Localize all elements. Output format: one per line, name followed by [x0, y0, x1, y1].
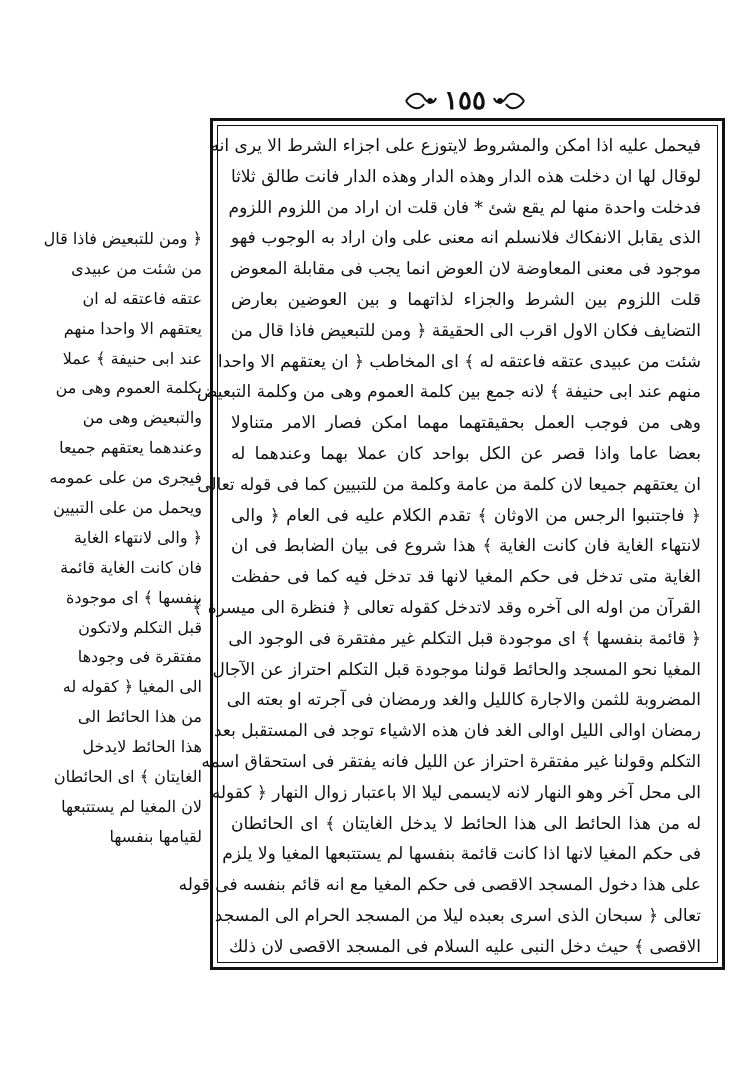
margin-text-line: وعندهما يعتقهم جميعا — [59, 438, 202, 458]
margin-text-line: عند ابى حنيفة ﴾ عملا — [62, 348, 202, 368]
main-text-line: فيحمل عليه اذا امكن والمشروط لايتوزع على اجزاء الشرط الا يرى انه — [210, 136, 701, 156]
left-ornament-icon — [404, 90, 438, 112]
margin-text-line: يعتقهم الا واحدا منهم — [63, 318, 202, 338]
main-text-line: ان يعتقهم جميعا لان كلمة من عامة وكلمة من للتبيين كما فى قوله تعالى — [197, 474, 701, 495]
margin-text-line: الغايتان ﴾ اى الحائطان — [53, 767, 202, 787]
main-text-line: بعضا عاما واذا قصر عن الكل بواحد كان عملا بهما وعندهما له — [231, 443, 701, 464]
margin-text-line: لقيامها بنفسها — [109, 826, 202, 846]
main-text-line: الاقصى ﴾ حيث دخل النبى عليه السلام فى المسجد الاقصى لان ذلك — [228, 936, 701, 957]
margin-text-line: فيجرى من على عمومه — [49, 468, 202, 488]
margin-text-line: مفتقرة فى وجودها — [77, 647, 202, 667]
margin-text-line: بنفسها ﴾ اى موجودة — [66, 587, 202, 607]
margin-text-line: من شئت من عبيدى — [71, 258, 202, 278]
main-text-line: التكلم وقولنا غير مفتقرة احتراز عن الليل فانه يفتقر فى استحقاق اسمه — [201, 751, 701, 772]
page-number-header — [390, 86, 540, 116]
main-text-line: الغاية متى تدخل فى حكم المغيا لانها قد تدخل فيه كما فى حفظت — [231, 567, 701, 588]
margin-commentary — [6, 224, 202, 852]
main-text-line: موجود فى معنى المعاوضة لان العوض انما يجب فى مقابلة المعوض — [230, 259, 701, 280]
margin-text-line: ﴿ ومن للتبعيض فاذا قال — [43, 229, 202, 248]
main-text-block — [178, 131, 701, 963]
main-text-line: فدخلت واحدة منها لم يقع شئ * فان قلت ان اراد من اللزوم اللزوم — [228, 197, 701, 218]
margin-text-line: لان المغيا لم يستتبعها — [61, 796, 202, 816]
margin-text-line: قبل التكلم ولاتكون — [78, 617, 202, 637]
main-text-line: فى حكم المغيا لانها اذا كانت قائمة بنفسها لم يستتبعها المغيا ولا يلزم — [222, 844, 701, 865]
main-text-line: شئت من عبيدى عتقه فاعتقه له ﴾ اى المخاطب ﴿ ان يعتقهم الا واحدا — [217, 351, 701, 372]
main-text-line: على هذا دخول المسجد الاقصى فى حكم المغيا مع انه قائم بنفسه فى قوله — [178, 875, 701, 896]
main-text-frame — [178, 118, 725, 970]
main-text-line: قلت اللزوم بين الشرط والجزاء لذاتهما و بين العوضين بعارض — [231, 289, 701, 310]
margin-text-line: عتقه فاعتقه له ان — [82, 288, 202, 308]
main-text-line: القرآن من اوله الى آخره وقد لاتدخل كقوله تعالى ﴿ فنظرة الى ميسرة ﴾ — [192, 597, 701, 618]
main-text-line: الذى يقابل الانفكاك فلانسلم انه معنى على وان اراد به الوجوب فهو — [231, 228, 701, 249]
margin-text-line: هذا الحائط لايدخل — [82, 737, 202, 757]
margin-text-line: الى المغيا ﴿ كقوله له — [62, 677, 202, 697]
main-text-line: تعالى ﴿ سبحان الذى اسرى بعبده ليلا من المسجد الحرام الى المسجد — [214, 905, 701, 926]
main-text-line: وهى من فوجب العمل بحقيقتهما مهما امكن فصار الامر متناولا — [231, 413, 701, 434]
main-text-line: ﴿ قائمة بنفسها ﴾ اى موجودة قبل التكلم غير مفتقرة فى الوجود الى — [228, 628, 701, 649]
main-text-line: منهم عند ابى حنيفة ﴾ لانه جمع بين كلمة العموم وهى من وكلمة التبعيض — [196, 382, 701, 403]
main-text-line: المضروبة للثمن والاجارة كالليل والغد ورمضان فى آجرته او بعته الى — [226, 690, 701, 711]
right-ornament-icon — [492, 90, 526, 112]
main-text-line: لانتهاء الغاية فان كانت الغاية ﴾ هذا شروع فى بيان الضابط فى ان — [231, 536, 701, 557]
margin-text-line: والتبعيض وهى من — [82, 408, 202, 428]
margin-text-line: ﴿ والى لانتهاء الغاية — [73, 527, 202, 547]
main-text-line: المغيا نحو المسجد والحائط قولنا موجودة قبل التكلم احتراز عن الآجال — [212, 659, 701, 680]
page-number: ١٥٥ — [444, 86, 486, 116]
margin-text-line: ويحمل من على التبيين — [53, 498, 202, 518]
main-text-line: لوقال لها ان دخلت هذه الدار وهذه الدار وهذه الدار فانت طالق ثلاثا — [231, 166, 701, 187]
main-text-line: التضايف فكان الاول اقرب الى الحقيقة ﴿ ومن للتبعيض فاذا قال من — [230, 320, 701, 341]
margin-text-line: من هذا الحائط الى — [77, 707, 202, 727]
main-text-line: الى محل آخر وهو النهار لانه لايسمى ليلا الا باعتبار زوال النهار ﴿ كقوله — [211, 782, 701, 803]
main-text-line: له من هذا الحائط الى هذا الحائط لا يدخل الغايتان ﴾ اى الحائطان — [231, 813, 701, 834]
main-text-line: ﴿ فاجتنبوا الرجس من الاوثان ﴾ تقدم الكلام عليه فى العام ﴿ والى — [231, 505, 701, 526]
main-text-line: رمضان اوالى الليل اوالى الغد فان هذه الاشياء توجد فى المستقبل بعد — [213, 721, 701, 742]
margin-text-line: فان كانت الغاية قائمة — [60, 557, 202, 577]
margin-text-line: بكلمة العموم وهى من — [55, 378, 202, 398]
